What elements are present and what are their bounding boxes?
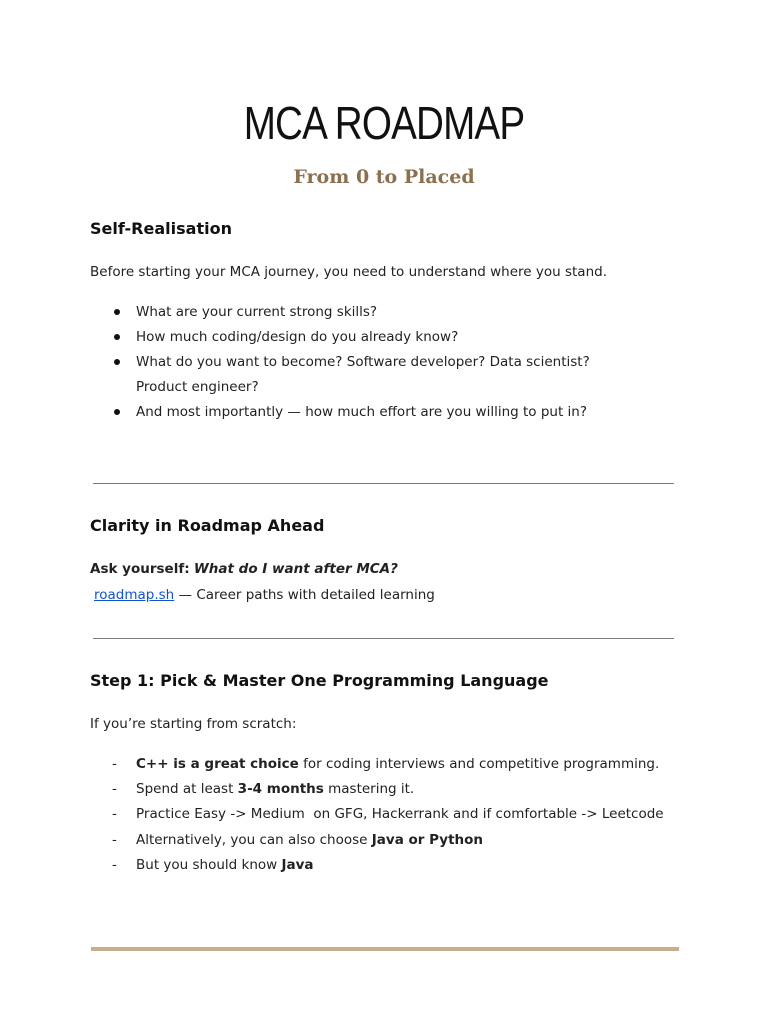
list-item-text: Spend at least <box>136 781 238 798</box>
ask-yourself-line <box>90 559 398 579</box>
list-item-bold: Java <box>281 856 314 873</box>
bullet-icon <box>114 359 120 365</box>
roadmap-link[interactable]: roadmap.sh <box>94 587 175 603</box>
footer-divider <box>91 947 679 951</box>
list-item-text: Practice Easy -> Medium on GFG, Hackerrank and if comfortable -> Leetcode <box>136 806 664 823</box>
divider <box>93 638 674 639</box>
step-1-list <box>112 752 672 878</box>
list-item-text: mastering it. <box>323 781 415 798</box>
bullet-icon <box>114 309 120 315</box>
bullet-icon <box>114 334 120 340</box>
divider <box>93 483 674 484</box>
dash-marker: - <box>112 781 117 798</box>
ask-question: What do I want after MCA? <box>193 561 398 577</box>
page-subtitle: From 0 to Placed <box>293 166 475 188</box>
list-item-text: But you should know <box>136 856 282 873</box>
list-item-text: What are your current strong skills? <box>136 304 378 320</box>
list-item <box>112 300 672 325</box>
list-item-text: What do you want to become? Software developer? Data scientist? Product engineer? <box>136 354 590 395</box>
page-title: MCA ROADMAP <box>243 97 525 149</box>
list-item <box>112 325 672 350</box>
list-item <box>112 777 672 802</box>
list-item-text: And most importantly — how much effort are you willing to put in? <box>136 404 588 420</box>
list-item-text: Alternatively, you can also choose <box>136 831 372 848</box>
list-item-text: for coding interviews and competitive programming. <box>298 756 660 772</box>
section-heading-clarity: Clarity in Roadmap Ahead <box>90 516 325 535</box>
section-heading-self-realisation: Self-Realisation <box>90 219 232 238</box>
section-heading-step-1: Step 1: Pick & Master One Programming Language <box>90 671 549 690</box>
dash-marker: - <box>112 756 117 772</box>
list-item <box>112 752 672 777</box>
list-item <box>112 828 672 853</box>
ask-label: Ask yourself: <box>90 561 190 577</box>
list-item-bold: C++ is a great choice <box>136 756 299 772</box>
dash-marker: - <box>112 806 117 823</box>
roadmap-link-description: — Career paths with detailed learning <box>174 587 435 603</box>
step-1-intro: If you’re starting from scratch: <box>90 716 297 732</box>
self-realisation-list <box>112 300 672 425</box>
self-realisation-intro: Before starting your MCA journey, you need to understand where you stand. <box>90 264 607 280</box>
dash-marker: - <box>112 856 117 873</box>
bullet-icon <box>114 409 120 415</box>
dash-marker: - <box>112 831 117 848</box>
roadmap-link-line <box>94 585 435 605</box>
list-item-bold: Java or Python <box>371 831 484 848</box>
list-item-bold: 3-4 months <box>237 781 324 798</box>
list-item <box>112 802 672 827</box>
list-item <box>112 853 672 878</box>
list-item-text: How much coding/design do you already know? <box>136 329 459 345</box>
list-item <box>112 350 636 400</box>
list-item <box>112 400 672 425</box>
